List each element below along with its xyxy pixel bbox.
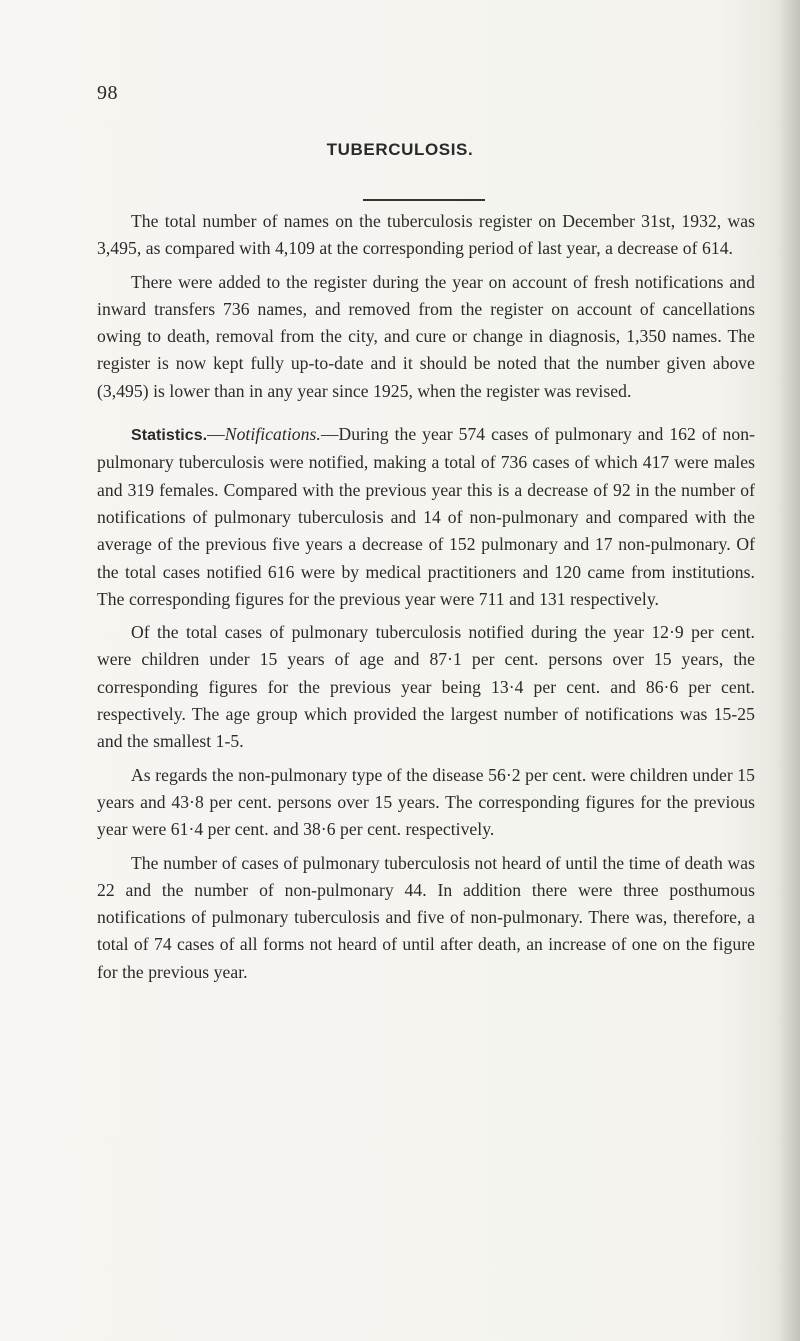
heading-dash: — — [207, 424, 225, 445]
notifications-subheading: Notifications. — [224, 424, 321, 445]
paragraph-statistics-notifications — [97, 421, 755, 613]
statistics-heading: Statistics. — [131, 427, 208, 445]
body-text — [97, 208, 755, 992]
title-underline — [363, 199, 485, 201]
section-title: TUBERCULOSIS. — [326, 140, 474, 159]
notifications-text: During the year 574 cases of pulmonary and 162 of non-pulmonary tuberculosis were notified, making a total of 736 cases of which 417 were males and 319 females. Compared with the previous year this is a decrease of 92 in the number of notifications of pulmonary tuberculosis and 14 of non-pulmonary and compared with the average of the previous five years a decrease of 152 pulmonary and 17 non-pulmonary. Of the total cases notified 616 were by medical practitioners and 120 came from institutions. The corresponding figures for the previous year were 711 and 131 respectively. — [97, 424, 755, 609]
paragraph-pulmonary-age: Of the total cases of pulmonary tuberculosis notified during the year 12·9 per cent. were children under 15 years of age and 87·1 per cent. persons over 15 years, the corresponding figures for the previous year being 13·4 per cent. and 86·6 per cent. respectively. The age group which provided the largest number of notifications was 15-25 and the smallest 1-5. — [97, 622, 755, 752]
paragraph-register-total: The total number of names on the tuberculosis register on December 31st, 1932, was 3,495, as compared with 4,109 at the corresponding period of last year, a decrease of 614. — [97, 211, 755, 259]
subheading-dash: — — [320, 424, 339, 445]
page-edge-shadow — [778, 0, 800, 1341]
paragraph-register-changes: There were added to the register during the year on account of fresh notifications and inward transfers 736 names, and removed from the register on account of cancellations owing to death, removal from the city, and cure or change in diagnosis, 1,350 names. The register is now kept fully up-to-date and it should be noted that the number given above (3,495) is lower than in any year since 1925, when the register was revised. — [97, 271, 755, 401]
page-number: 98 — [97, 82, 118, 104]
paragraph-deaths-unnotified: The number of cases of pulmonary tuberculosis not heard of until the time of death was 22 and the number of non-pulmonary 44. In addition there were three posthumous notifications of pulmonary tuberculosis and five of non-pulmonary. There was, therefore, a total of 74 cases of all forms not heard of until after death, an increase of one on the figure for the previous year. — [97, 852, 755, 982]
paragraph-non-pulmonary-age: As regards the non-pulmonary type of the disease 56·2 per cent. were children under 15 years and 43·8 per cent. persons over 15 years. The corresponding figures for the previous year were 61·4 per cent. and 38·6 per cent. respectively. — [97, 764, 755, 840]
